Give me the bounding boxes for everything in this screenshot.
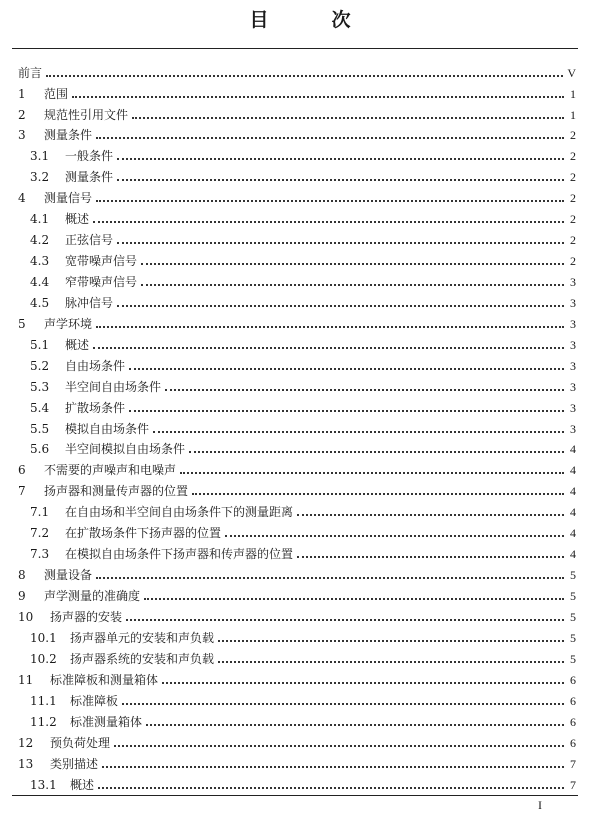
toc-entry-page: 3 [570,275,576,289]
toc-entry-page: 2 [570,170,576,184]
toc-entry-title: 测量条件 [44,128,93,142]
toc-leader-dots [192,493,564,495]
toc-entry[interactable] [30,271,576,289]
toc-entry-title: 类别描述 [50,757,99,771]
toc-entry[interactable] [30,250,576,268]
toc-leader-dots [144,598,564,600]
toc-entry[interactable] [30,543,576,561]
toc-entry-number: 4 [18,191,26,205]
toc-entry-number: 7 [18,484,26,498]
bottom-rule [12,795,578,796]
toc-entry-number: 5.2 [30,359,50,373]
toc-leader-dots [96,200,564,202]
toc-entry-title: 规范性引用文件 [44,108,129,122]
toc-entry-title: 在自由场和半空间自由场条件下的测量距离 [65,505,294,519]
toc-entry-page: 2 [570,128,576,142]
toc-entry-title: 一般条件 [65,149,114,163]
toc-entry[interactable] [18,669,576,687]
toc-entry-number: 3.2 [30,170,50,184]
toc-entry-number: 8 [18,568,26,582]
toc-entry-title: 标准测量箱体 [70,715,143,729]
toc-entry-page: 5 [570,631,576,645]
toc-entry-title: 声学测量的准确度 [44,589,141,603]
toc-entry[interactable] [18,313,576,331]
toc-leader-dots [93,347,564,349]
toc-leader-dots [165,389,564,391]
toc-entry-title: 前言 [18,66,43,80]
toc-entry-title: 扬声器和测量传声器的位置 [44,484,189,498]
toc-entry-page: 2 [570,233,576,247]
footer-page-number: I [538,798,542,812]
toc-leader-dots [117,242,564,244]
toc-entry-number: 11 [18,673,34,687]
toc-entry-number: 4.4 [30,275,50,289]
toc-entry-page: 3 [570,296,576,310]
toc-entry-page: 3 [570,338,576,352]
toc-leader-dots [225,535,564,537]
toc-entry-title: 自由场条件 [65,359,126,373]
toc-entry-number: 11.2 [30,715,57,729]
toc-leader-dots [96,137,564,139]
toc-entry-page: 6 [570,736,576,750]
toc-entry-number: 3.1 [30,149,50,163]
top-rule [12,48,578,49]
toc-entry-number: 5.4 [30,401,50,415]
toc-entry-title: 在模拟自由场条件下扬声器和传声器的位置 [65,547,294,561]
toc-entry[interactable] [30,145,576,163]
toc-entry[interactable] [30,397,576,415]
toc-leader-dots [126,619,564,621]
toc-entry-number: 5.5 [30,422,50,436]
toc-leader-dots [72,96,564,98]
toc-entry-title: 脉冲信号 [65,296,114,310]
toc-entry-page: 2 [570,149,576,163]
toc-entry-title: 扬声器系统的安装和声负载 [70,652,215,666]
toc-leader-dots [297,514,564,516]
toc-leader-dots [96,577,564,579]
toc-entry-page: 4 [570,505,576,519]
toc-entry[interactable] [30,418,576,436]
toc-leader-dots [96,326,564,328]
toc-entry-page: 6 [570,715,576,729]
toc-entry-number: 5 [18,317,26,331]
toc-entry-page: 6 [570,673,576,687]
toc-entry[interactable] [18,459,576,477]
toc-leader-dots [102,766,564,768]
toc-entry[interactable] [18,585,576,603]
toc-entry-number: 10 [18,610,34,624]
toc-leader-dots [117,158,564,160]
toc-entry-number: 7.3 [30,547,50,561]
toc-entry[interactable] [30,376,576,394]
toc-entry[interactable] [18,732,576,750]
toc-entry-page: 2 [570,191,576,205]
toc-entry-page: 4 [570,442,576,456]
toc-entry[interactable] [30,522,576,540]
toc-entry-title: 半空间模拟自由场条件 [65,442,186,456]
toc-leader-dots [129,368,564,370]
toc-entry-page: 4 [570,526,576,540]
toc-entry-page: 3 [570,317,576,331]
toc-entry-title: 范围 [44,87,69,101]
toc-leader-dots [153,431,564,433]
toc-entry-number: 1 [18,87,26,101]
toc-leader-dots [162,682,564,684]
toc-entry-page: 1 [570,87,576,101]
toc-entry[interactable] [30,166,576,184]
toc-entry-title: 不需要的声噪声和电噪声 [44,463,177,477]
toc-entry[interactable] [18,187,576,205]
toc-entry-title: 预负荷处理 [50,736,111,750]
toc-entry-title: 标准障板和测量箱体 [50,673,159,687]
toc-entry[interactable] [18,62,576,80]
toc-entry-page: 3 [570,401,576,415]
toc-leader-dots [117,179,564,181]
toc-entry-number: 10.2 [30,652,57,666]
toc-entry[interactable] [30,334,576,352]
toc-entry-number: 5.1 [30,338,50,352]
toc-entry[interactable] [18,480,576,498]
toc-entry-page: 5 [570,568,576,582]
toc-entry-page: V [567,66,576,80]
toc-entry-page: 3 [570,359,576,373]
toc-entry-number: 4.5 [30,296,50,310]
toc-entry-title: 测量信号 [44,191,93,205]
toc-entry-title: 扩散场条件 [65,401,126,415]
toc-leader-dots [114,745,564,747]
toc-entry-title: 测量条件 [65,170,114,184]
toc-entry-title: 标准障板 [70,694,119,708]
toc-entry-title: 扬声器单元的安装和声负载 [70,631,215,645]
toc-entry-page: 7 [570,778,576,792]
toc-entry-page: 5 [570,589,576,603]
toc-leader-dots [132,117,564,119]
toc-entry-title: 模拟自由场条件 [65,422,150,436]
toc-leader-dots [189,451,564,453]
toc-leader-dots [180,472,564,474]
toc-entry-number: 4.3 [30,254,50,268]
toc-entry[interactable] [30,438,576,456]
toc-entry-title: 在扩散场条件下扬声器的位置 [65,526,222,540]
toc-entry-page: 4 [570,463,576,477]
toc-entry-page: 4 [570,547,576,561]
toc-entry[interactable] [30,501,576,519]
toc-entry-title: 半空间自由场条件 [65,380,162,394]
toc-entry-page: 4 [570,484,576,498]
toc-entry-number: 2 [18,108,26,122]
toc-entry-number: 13.1 [30,778,57,792]
page-title: 目 次 [249,9,373,31]
toc-entry-title: 窄带噪声信号 [65,275,138,289]
toc-entry-page: 5 [570,610,576,624]
toc-entry-title: 测量设备 [44,568,93,582]
toc-entry[interactable] [18,606,576,624]
toc-entry-number: 4.2 [30,233,50,247]
toc-leader-dots [218,640,564,642]
toc-entry[interactable] [18,753,576,771]
toc-leader-dots [117,305,564,307]
toc-entry[interactable] [30,292,576,310]
toc-entry-page: 2 [570,212,576,226]
toc-entry-title: 扬声器的安装 [50,610,123,624]
toc-entry-title: 声学环境 [44,317,93,331]
toc-entry[interactable] [18,83,576,101]
toc-entry-number: 9 [18,589,26,603]
toc-entry[interactable] [30,355,576,373]
toc-entry-number: 13 [18,757,34,771]
toc-entry[interactable] [30,627,576,645]
toc-entry-title: 概述 [65,212,90,226]
toc-leader-dots [141,284,564,286]
toc-entry-title: 宽带噪声信号 [65,254,138,268]
toc-entry-number: 11.1 [30,694,57,708]
toc-entry-number: 7.1 [30,505,50,519]
toc-entry[interactable] [30,208,576,226]
toc-entry[interactable] [30,774,576,792]
toc-entry-page: 2 [570,254,576,268]
toc-entry-number: 5.6 [30,442,50,456]
toc-leader-dots [46,75,563,77]
toc-entry-title: 正弦信号 [65,233,114,247]
toc-entry-title: 概述 [65,338,90,352]
toc-leader-dots [122,703,564,705]
toc-entry-page: 3 [570,422,576,436]
toc-entry-page: 7 [570,757,576,771]
toc-entry-number: 10.1 [30,631,57,645]
toc-leader-dots [98,787,564,789]
toc-entry-number: 7.2 [30,526,50,540]
toc-entry-page: 5 [570,652,576,666]
toc-entry-page: 1 [570,108,576,122]
toc-entry-number: 12 [18,736,34,750]
toc-entry-number: 4.1 [30,212,50,226]
toc-leader-dots [218,661,564,663]
toc-entry-title: 概述 [70,778,95,792]
toc-leader-dots [129,410,564,412]
toc-leader-dots [141,263,564,265]
toc-entry-number: 6 [18,463,26,477]
toc-entry-page: 3 [570,380,576,394]
toc-entry[interactable] [18,104,576,122]
toc-entry[interactable] [30,690,576,708]
toc-entry[interactable] [18,564,576,582]
toc-entry[interactable] [18,124,576,142]
toc-entry-number: 5.3 [30,380,50,394]
toc-entry-page: 6 [570,694,576,708]
toc-entry-number: 3 [18,128,26,142]
toc-leader-dots [93,221,564,223]
toc-leader-dots [297,556,564,558]
toc-entry[interactable] [30,229,576,247]
toc-entry[interactable] [30,648,576,666]
toc-entry[interactable] [30,711,576,729]
toc-leader-dots [146,724,564,726]
